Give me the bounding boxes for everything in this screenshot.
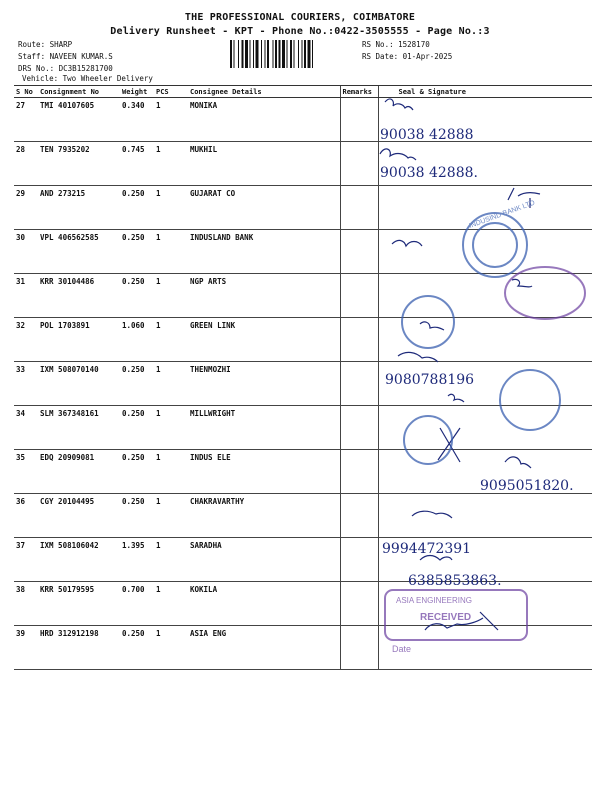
cell-seal-signature — [378, 186, 592, 230]
barcode-bar — [256, 40, 259, 68]
cell-pcs: 1 — [154, 494, 188, 538]
cell-consignment: IXM 508106042 — [38, 538, 120, 582]
cell-remarks — [340, 142, 378, 186]
cell-consignment: KRR 50179595 — [38, 582, 120, 626]
cell-consignee: NGP ARTS — [188, 274, 340, 318]
phone-row-36: 9095051820. — [480, 478, 574, 494]
cell-seal-signature — [378, 142, 592, 186]
runsheet-subtitle: Delivery Runsheet - KPT - Phone No.:0422-3505555 - Page No.:3 — [110, 26, 490, 37]
table-row — [14, 142, 592, 186]
cell-remarks — [340, 98, 378, 142]
cell-sno: 33 — [14, 362, 38, 406]
cell-seal-signature — [378, 538, 592, 582]
barcode-bar — [312, 40, 313, 68]
cell-consignee: INDUS ELE — [188, 450, 340, 494]
cell-pcs: 1 — [154, 450, 188, 494]
cell-remarks — [340, 538, 378, 582]
cell-consignee: MUKHIL — [188, 142, 340, 186]
cell-weight: 0.250 — [120, 230, 154, 274]
cell-pcs: 1 — [154, 626, 188, 670]
barcode-bar — [290, 40, 292, 68]
asia-stamp-received: RECEIVED — [420, 612, 472, 623]
cell-weight: 0.745 — [120, 142, 154, 186]
table-row — [14, 538, 592, 582]
cell-consignment: VPL 406562585 — [38, 230, 120, 274]
cell-consignee: THENMOZHI — [188, 362, 340, 406]
cell-remarks — [340, 362, 378, 406]
cell-sno: 30 — [14, 230, 38, 274]
cell-consignment: AND 273215 — [38, 186, 120, 230]
header-pcs: PCS — [154, 86, 188, 98]
cell-sno: 38 — [14, 582, 38, 626]
cell-seal-signature — [378, 582, 592, 626]
cell-seal-signature — [378, 230, 592, 274]
table-row — [14, 186, 592, 230]
vehicle-label: Vehicle: Two Wheeler Delivery — [22, 74, 153, 83]
cell-consignee: GUJARAT CO — [188, 186, 340, 230]
cell-sno: 37 — [14, 538, 38, 582]
barcode-bar — [273, 40, 274, 68]
barcode-bar — [304, 40, 306, 68]
cell-seal-signature — [378, 406, 592, 450]
cell-seal-signature — [378, 494, 592, 538]
table-row — [14, 318, 592, 362]
cell-remarks — [340, 494, 378, 538]
table-row — [14, 362, 592, 406]
cell-sno: 28 — [14, 142, 38, 186]
cell-remarks — [340, 406, 378, 450]
barcode-bar — [294, 40, 295, 68]
cell-weight: 1.060 — [120, 318, 154, 362]
route-label: Route: SHARP — [18, 40, 73, 49]
cell-consignment: KRR 30104486 — [38, 274, 120, 318]
barcode-bar — [250, 40, 251, 68]
cell-remarks — [340, 186, 378, 230]
cell-pcs: 1 — [154, 142, 188, 186]
barcode-bar — [282, 40, 285, 68]
bank-seal-text: INDUSIND BANK LTD — [468, 199, 536, 230]
rs-date: RS Date: 01-Apr-2025 — [362, 52, 453, 61]
header-consignee: Consignee Details — [188, 86, 340, 98]
cell-remarks — [340, 450, 378, 494]
cell-weight: 0.340 — [120, 98, 154, 142]
cell-consignment: TMI 40107605 — [38, 98, 120, 142]
cell-consignment: IXM 508070140 — [38, 362, 120, 406]
cell-pcs: 1 — [154, 362, 188, 406]
company-title: THE PROFESSIONAL COURIERS, COIMBATORE — [184, 12, 416, 23]
barcode-bar — [287, 40, 288, 68]
cell-consignment: CGY 20104495 — [38, 494, 120, 538]
barcode-bar — [275, 40, 277, 68]
table-row — [14, 98, 592, 142]
cell-sno: 36 — [14, 494, 38, 538]
barcode-bar — [267, 40, 269, 68]
header-seal-signature: Seal & Signature — [378, 86, 592, 98]
cell-pcs: 1 — [154, 318, 188, 362]
staff-label: Staff: NAVEEN KUMAR.S — [18, 52, 113, 61]
cell-consignment: TEN 7935202 — [38, 142, 120, 186]
cell-consignee: KOKILA — [188, 582, 340, 626]
cell-consignee: GREEN LINK — [188, 318, 340, 362]
cell-sno: 31 — [14, 274, 38, 318]
cell-weight: 0.250 — [120, 362, 154, 406]
asia-stamp-date: Date — [392, 644, 412, 654]
cell-sno: 27 — [14, 98, 38, 142]
barcode-bar — [298, 40, 299, 68]
cell-consignment: SLM 367348161 — [38, 406, 120, 450]
cell-consignee: INDUSLAND BANK — [188, 230, 340, 274]
barcode-bar — [265, 40, 266, 68]
cell-consignee: MILLWRIGHT — [188, 406, 340, 450]
table-row — [14, 406, 592, 450]
barcode-bar — [230, 40, 232, 68]
cell-consignee: MONIKA — [188, 98, 340, 142]
runsheet-table — [14, 85, 592, 670]
cell-sno: 34 — [14, 406, 38, 450]
barcode-bar — [253, 40, 254, 68]
barcode-bar — [245, 40, 248, 68]
cell-weight: 0.250 — [120, 406, 154, 450]
barcode-bar — [308, 40, 311, 68]
barcode — [230, 40, 350, 68]
cell-sno: 32 — [14, 318, 38, 362]
asia-stamp-title: ASIA ENGINEERING — [396, 596, 473, 605]
cell-pcs: 1 — [154, 582, 188, 626]
cell-seal-signature — [378, 318, 592, 362]
table-row — [14, 274, 592, 318]
cell-seal-signature — [378, 274, 592, 318]
phone-row-37: 9994472391 — [382, 541, 472, 557]
phone-row-28: 90038 42888. — [380, 165, 478, 181]
cell-weight: 0.700 — [120, 582, 154, 626]
cell-consignment: POL 1703891 — [38, 318, 120, 362]
cell-pcs: 1 — [154, 274, 188, 318]
table-row — [14, 230, 592, 274]
barcode-bar — [261, 40, 262, 68]
rs-number: RS No.: 1528170 — [362, 40, 430, 49]
cell-pcs: 1 — [154, 186, 188, 230]
table-row — [14, 582, 592, 626]
drs-label: DRS No.: DC3B15281700 — [18, 64, 113, 73]
barcode-bar — [242, 40, 244, 68]
cell-weight: 0.250 — [120, 494, 154, 538]
cell-consignee: SARADHA — [188, 538, 340, 582]
table-row — [14, 450, 592, 494]
cell-remarks — [340, 274, 378, 318]
phone-row-27: 90038 42888 — [380, 127, 474, 143]
cell-consignee: ASIA ENG — [188, 626, 340, 670]
cell-pcs: 1 — [154, 230, 188, 274]
header-consignment: Consignment No — [38, 86, 120, 98]
header-remarks: Remarks — [340, 86, 378, 98]
cell-weight: 0.250 — [120, 186, 154, 230]
phone-row-38: 6385853863. — [408, 573, 502, 589]
cell-sno: 35 — [14, 450, 38, 494]
cell-weight: 0.250 — [120, 274, 154, 318]
cell-seal-signature — [378, 626, 592, 670]
table-row — [14, 626, 592, 670]
cell-weight: 1.395 — [120, 538, 154, 582]
cell-pcs: 1 — [154, 406, 188, 450]
cell-remarks — [340, 318, 378, 362]
barcode-bar — [234, 40, 235, 68]
cell-pcs: 1 — [154, 538, 188, 582]
cell-pcs: 1 — [154, 98, 188, 142]
cell-consignment: EDQ 20909081 — [38, 450, 120, 494]
header-sno: S No — [14, 86, 38, 98]
cell-remarks — [340, 582, 378, 626]
barcode-bar — [279, 40, 281, 68]
cell-sno: 39 — [14, 626, 38, 670]
cell-consignee: CHAKRAVARTHY — [188, 494, 340, 538]
cell-seal-signature — [378, 362, 592, 406]
barcode-bar — [302, 40, 303, 68]
table-header-row — [14, 86, 592, 98]
header-weight: Weight — [120, 86, 154, 98]
phone-row-33: 9080788196 — [385, 372, 475, 388]
cell-seal-signature — [378, 98, 592, 142]
cell-weight: 0.250 — [120, 626, 154, 670]
cell-sno: 29 — [14, 186, 38, 230]
cell-seal-signature — [378, 450, 592, 494]
cell-remarks — [340, 626, 378, 670]
barcode-bar — [238, 40, 239, 68]
cell-remarks — [340, 230, 378, 274]
cell-consignment: HRD 312912198 — [38, 626, 120, 670]
table-row — [14, 494, 592, 538]
cell-weight: 0.250 — [120, 450, 154, 494]
